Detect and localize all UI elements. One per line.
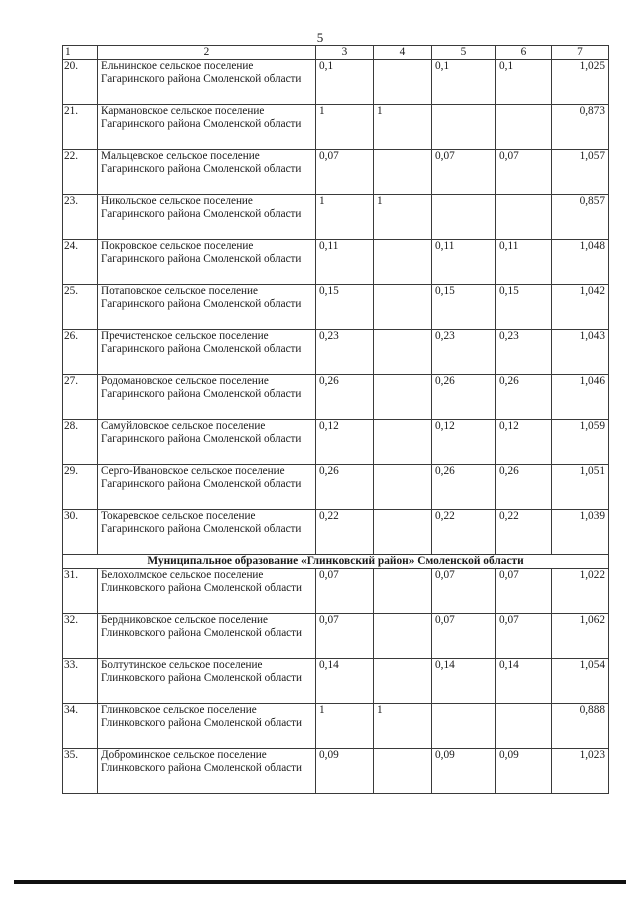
column-3-value: 0,11 xyxy=(316,240,374,285)
row-number: 20. xyxy=(63,60,98,105)
column-7-value: 1,054 xyxy=(552,659,609,704)
table-row xyxy=(63,330,609,375)
settlement-name: Потаповское сельское поселение Гагаринского района Смоленской области xyxy=(98,285,316,330)
column-5-value: 0,07 xyxy=(432,614,496,659)
column-4-value xyxy=(374,150,432,195)
column-6-value: 0,07 xyxy=(496,569,552,614)
column-6-value: 0,1 xyxy=(496,60,552,105)
column-4-value xyxy=(374,375,432,420)
column-6-value: 0,07 xyxy=(496,614,552,659)
column-3-value: 1 xyxy=(316,195,374,240)
row-number: 29. xyxy=(63,465,98,510)
table-row xyxy=(63,60,609,105)
header-cell: 7 xyxy=(552,46,609,60)
column-6-value: 0,09 xyxy=(496,749,552,794)
header-cell: 4 xyxy=(374,46,432,60)
table-row xyxy=(63,614,609,659)
settlement-name: Родомановское сельское поселение Гагаринского района Смоленской области xyxy=(98,375,316,420)
column-7-value: 1,039 xyxy=(552,510,609,555)
table-row xyxy=(63,510,609,555)
table-row xyxy=(63,285,609,330)
column-4-value: 1 xyxy=(374,195,432,240)
column-5-value: 0,26 xyxy=(432,465,496,510)
column-7-value: 1,051 xyxy=(552,465,609,510)
column-4-value xyxy=(374,659,432,704)
column-7-value: 1,042 xyxy=(552,285,609,330)
column-7-value: 1,048 xyxy=(552,240,609,285)
column-3-value: 0,07 xyxy=(316,569,374,614)
table-row xyxy=(63,704,609,749)
column-7-value: 1,023 xyxy=(552,749,609,794)
table-row xyxy=(63,375,609,420)
column-3-value: 0,12 xyxy=(316,420,374,465)
column-4-value xyxy=(374,510,432,555)
column-5-value: 0,07 xyxy=(432,569,496,614)
column-6-value: 0,12 xyxy=(496,420,552,465)
column-3-value: 0,15 xyxy=(316,285,374,330)
column-4-value: 1 xyxy=(374,704,432,749)
column-3-value: 0,07 xyxy=(316,614,374,659)
column-6-value: 0,15 xyxy=(496,285,552,330)
column-5-value xyxy=(432,195,496,240)
column-5-value: 0,11 xyxy=(432,240,496,285)
column-4-value: 1 xyxy=(374,105,432,150)
row-number: 34. xyxy=(63,704,98,749)
column-3-value: 0,22 xyxy=(316,510,374,555)
row-number: 33. xyxy=(63,659,98,704)
column-5-value: 0,1 xyxy=(432,60,496,105)
column-5-value: 0,23 xyxy=(432,330,496,375)
column-4-value xyxy=(374,240,432,285)
settlement-name: Мальцевское сельское поселение Гагаринского района Смоленской области xyxy=(98,150,316,195)
header-cell: 3 xyxy=(316,46,374,60)
row-number: 27. xyxy=(63,375,98,420)
row-number: 23. xyxy=(63,195,98,240)
column-7-value: 1,059 xyxy=(552,420,609,465)
column-3-value: 0,1 xyxy=(316,60,374,105)
glinkovsky-rows xyxy=(63,569,609,794)
section-title: Муниципальное образование «Глинковский район» Смоленской области xyxy=(63,555,609,569)
column-7-value: 1,062 xyxy=(552,614,609,659)
column-7-value: 1,025 xyxy=(552,60,609,105)
column-7-value: 0,888 xyxy=(552,704,609,749)
settlement-name: Покровское сельское поселение Гагаринского района Смоленской области xyxy=(98,240,316,285)
table-row xyxy=(63,420,609,465)
column-4-value xyxy=(374,465,432,510)
column-3-value: 0,23 xyxy=(316,330,374,375)
column-3-value: 0,09 xyxy=(316,749,374,794)
column-number-header xyxy=(63,46,609,60)
column-6-value: 0,11 xyxy=(496,240,552,285)
column-6-value: 0,22 xyxy=(496,510,552,555)
column-4-value xyxy=(374,60,432,105)
table-row xyxy=(63,195,609,240)
settlement-name: Белохолмское сельское поселение Глинковского района Смоленской области xyxy=(98,569,316,614)
column-6-value: 0,26 xyxy=(496,465,552,510)
row-number: 22. xyxy=(63,150,98,195)
column-4-value xyxy=(374,749,432,794)
column-3-value: 0,26 xyxy=(316,375,374,420)
row-number: 25. xyxy=(63,285,98,330)
column-4-value xyxy=(374,285,432,330)
settlement-name: Доброминское сельское поселение Глинковского района Смоленской области xyxy=(98,749,316,794)
row-number: 21. xyxy=(63,105,98,150)
table-row xyxy=(63,749,609,794)
settlement-name: Токаревское сельское поселение Гагаринского района Смоленской области xyxy=(98,510,316,555)
gagarinsky-rows xyxy=(63,60,609,555)
settlement-name: Пречистенское сельское поселение Гагаринского района Смоленской области xyxy=(98,330,316,375)
column-6-value: 0,23 xyxy=(496,330,552,375)
column-5-value: 0,26 xyxy=(432,375,496,420)
settlement-name: Болтутинское сельское поселение Глинковского района Смоленской области xyxy=(98,659,316,704)
column-7-value: 0,857 xyxy=(552,195,609,240)
row-number: 24. xyxy=(63,240,98,285)
row-number: 26. xyxy=(63,330,98,375)
table-row xyxy=(63,465,609,510)
row-number: 31. xyxy=(63,569,98,614)
column-6-value: 0,26 xyxy=(496,375,552,420)
column-3-value: 0,26 xyxy=(316,465,374,510)
settlement-name: Самуйловское сельское поселение Гагаринского района Смоленской области xyxy=(98,420,316,465)
header-cell: 1 xyxy=(63,46,98,60)
column-7-value: 1,046 xyxy=(552,375,609,420)
coefficients-table xyxy=(62,45,609,794)
column-6-value xyxy=(496,195,552,240)
section-header-row xyxy=(63,555,609,569)
column-4-value xyxy=(374,614,432,659)
column-3-value: 0,14 xyxy=(316,659,374,704)
column-4-value xyxy=(374,569,432,614)
column-5-value: 0,12 xyxy=(432,420,496,465)
column-3-value: 1 xyxy=(316,105,374,150)
column-5-value: 0,15 xyxy=(432,285,496,330)
table-row xyxy=(63,240,609,285)
page-number: 5 xyxy=(316,30,324,45)
row-number: 32. xyxy=(63,614,98,659)
column-5-value xyxy=(432,704,496,749)
column-6-value: 0,07 xyxy=(496,150,552,195)
column-7-value: 1,057 xyxy=(552,150,609,195)
settlement-name: Никольское сельское поселение Гагаринского района Смоленской области xyxy=(98,195,316,240)
table-row xyxy=(63,569,609,614)
settlement-name: Глинковское сельское поселение Глинковского района Смоленской области xyxy=(98,704,316,749)
header-cell: 5 xyxy=(432,46,496,60)
column-3-value: 1 xyxy=(316,704,374,749)
column-6-value xyxy=(496,105,552,150)
column-5-value: 0,09 xyxy=(432,749,496,794)
column-7-value: 1,022 xyxy=(552,569,609,614)
column-5-value xyxy=(432,105,496,150)
footer-rule xyxy=(14,880,626,884)
column-5-value: 0,14 xyxy=(432,659,496,704)
header-cell: 6 xyxy=(496,46,552,60)
settlement-name: Бердниковское сельское поселение Глинковского района Смоленской области xyxy=(98,614,316,659)
column-4-value xyxy=(374,330,432,375)
column-6-value xyxy=(496,704,552,749)
column-5-value: 0,22 xyxy=(432,510,496,555)
table-row xyxy=(63,105,609,150)
table-row xyxy=(63,150,609,195)
settlement-name: Серго-Ивановское сельское поселение Гагаринского района Смоленской области xyxy=(98,465,316,510)
row-number: 35. xyxy=(63,749,98,794)
settlement-name: Кармановское сельское поселение Гагаринского района Смоленской области xyxy=(98,105,316,150)
settlement-name: Ельнинское сельское поселение Гагаринского района Смоленской области xyxy=(98,60,316,105)
column-3-value: 0,07 xyxy=(316,150,374,195)
row-number: 30. xyxy=(63,510,98,555)
table-row xyxy=(63,659,609,704)
column-7-value: 1,043 xyxy=(552,330,609,375)
column-7-value: 0,873 xyxy=(552,105,609,150)
column-5-value: 0,07 xyxy=(432,150,496,195)
header-cell: 2 xyxy=(98,46,316,60)
column-6-value: 0,14 xyxy=(496,659,552,704)
column-4-value xyxy=(374,420,432,465)
row-number: 28. xyxy=(63,420,98,465)
